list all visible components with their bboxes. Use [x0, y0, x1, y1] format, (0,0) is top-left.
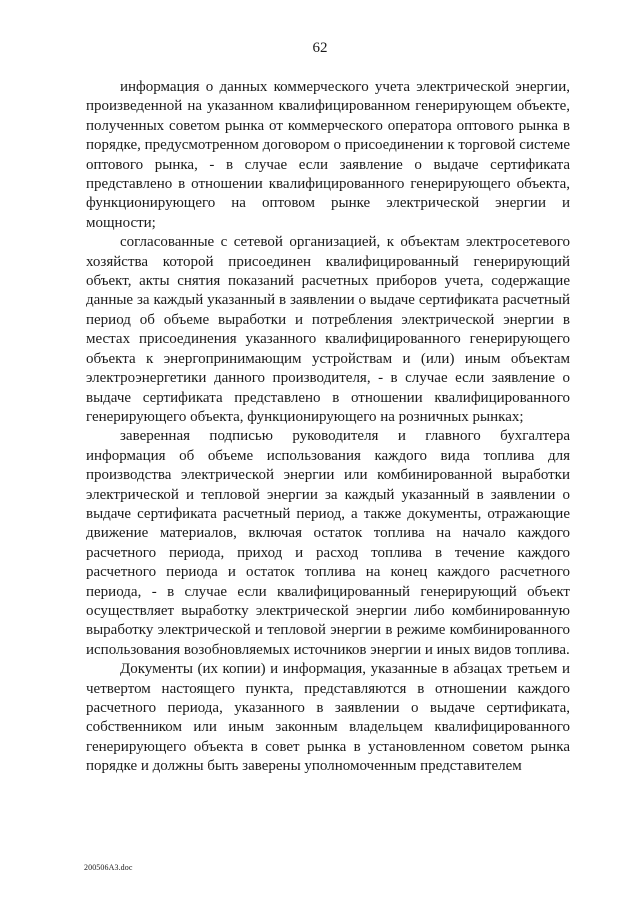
document-file-code: 200506A3.doc [84, 863, 133, 872]
paragraph-fuel-usage-info: заверенная подписью руководителя и главного бухгалтера информация об объеме использования каждого вида топлива для производства электрической энергии или комбинированной выработки электрической и тепловой энергии за каждый указанный в заявлении о выдаче сертификата расчетный период, а также документы, отражающие движение материалов, включая остаток топлива на начало каждого расчетного периода, приход и расход топлива в течение каждого расчетного периода и остаток топлива на конец каждого расчетного периода, - в случае если квалифицированный генерирующий объект осуществляет выработку электрической энергии либо комбинированную выработку электрической и тепловой энергии в режиме комбинированного использования возобновляемых источников энергии и иных видов топлива. [86, 428, 570, 658]
page-number: 62 [312, 40, 328, 56]
document-body [86, 78, 570, 777]
paragraph-wholesale-metering-info: информация о данных коммерческого учета электрической энергии, произведенной на указанном квалифицированном генерирующем объекте, полученных советом рынка от коммерческого оператора оптового рынка в порядке, предусмотренном договором о присоединении к торговой системе оптового рынка, - в случае если заявление о выдаче сертификата представлено в отношении квалифицированного генерирующего объекта, функционирующего на оптовом рынке электрической энергии и мощности; [86, 79, 570, 231]
paragraph-grid-organization-acts: согласованные с сетевой организацией, к объектам электросетевого хозяйства которой присоединен квалифицированный генерирующий объект, акты снятия показаний расчетных приборов учета, содержащие данные за каждый указанный в заявлении о выдаче сертификата расчетный период об объеме выработки и потребления электрической энергии в местах присоединения указанного квалифицированного генерирующего объекта к энергопринимающим устройствам и (или) иным объектам электроэнергетики данного производителя, - в случае если заявление о выдаче сертификата представлено в отношении квалифицированного генерирующего объекта, функционирующего на розничных рынках; [86, 234, 570, 425]
paragraph-documents-submission: Документы (их копии) и информация, указанные в абзацах третьем и четвертом настоящего пункта, представляются в отношении каждого расчетного периода, указанного в заявлении о выдаче сертификата, собственником или иным законным владельцем квалифицированного генерирующего объекта в совет рынка в установленном советом рынка порядке и должны быть заверены уполномоченным представителем [86, 661, 570, 775]
